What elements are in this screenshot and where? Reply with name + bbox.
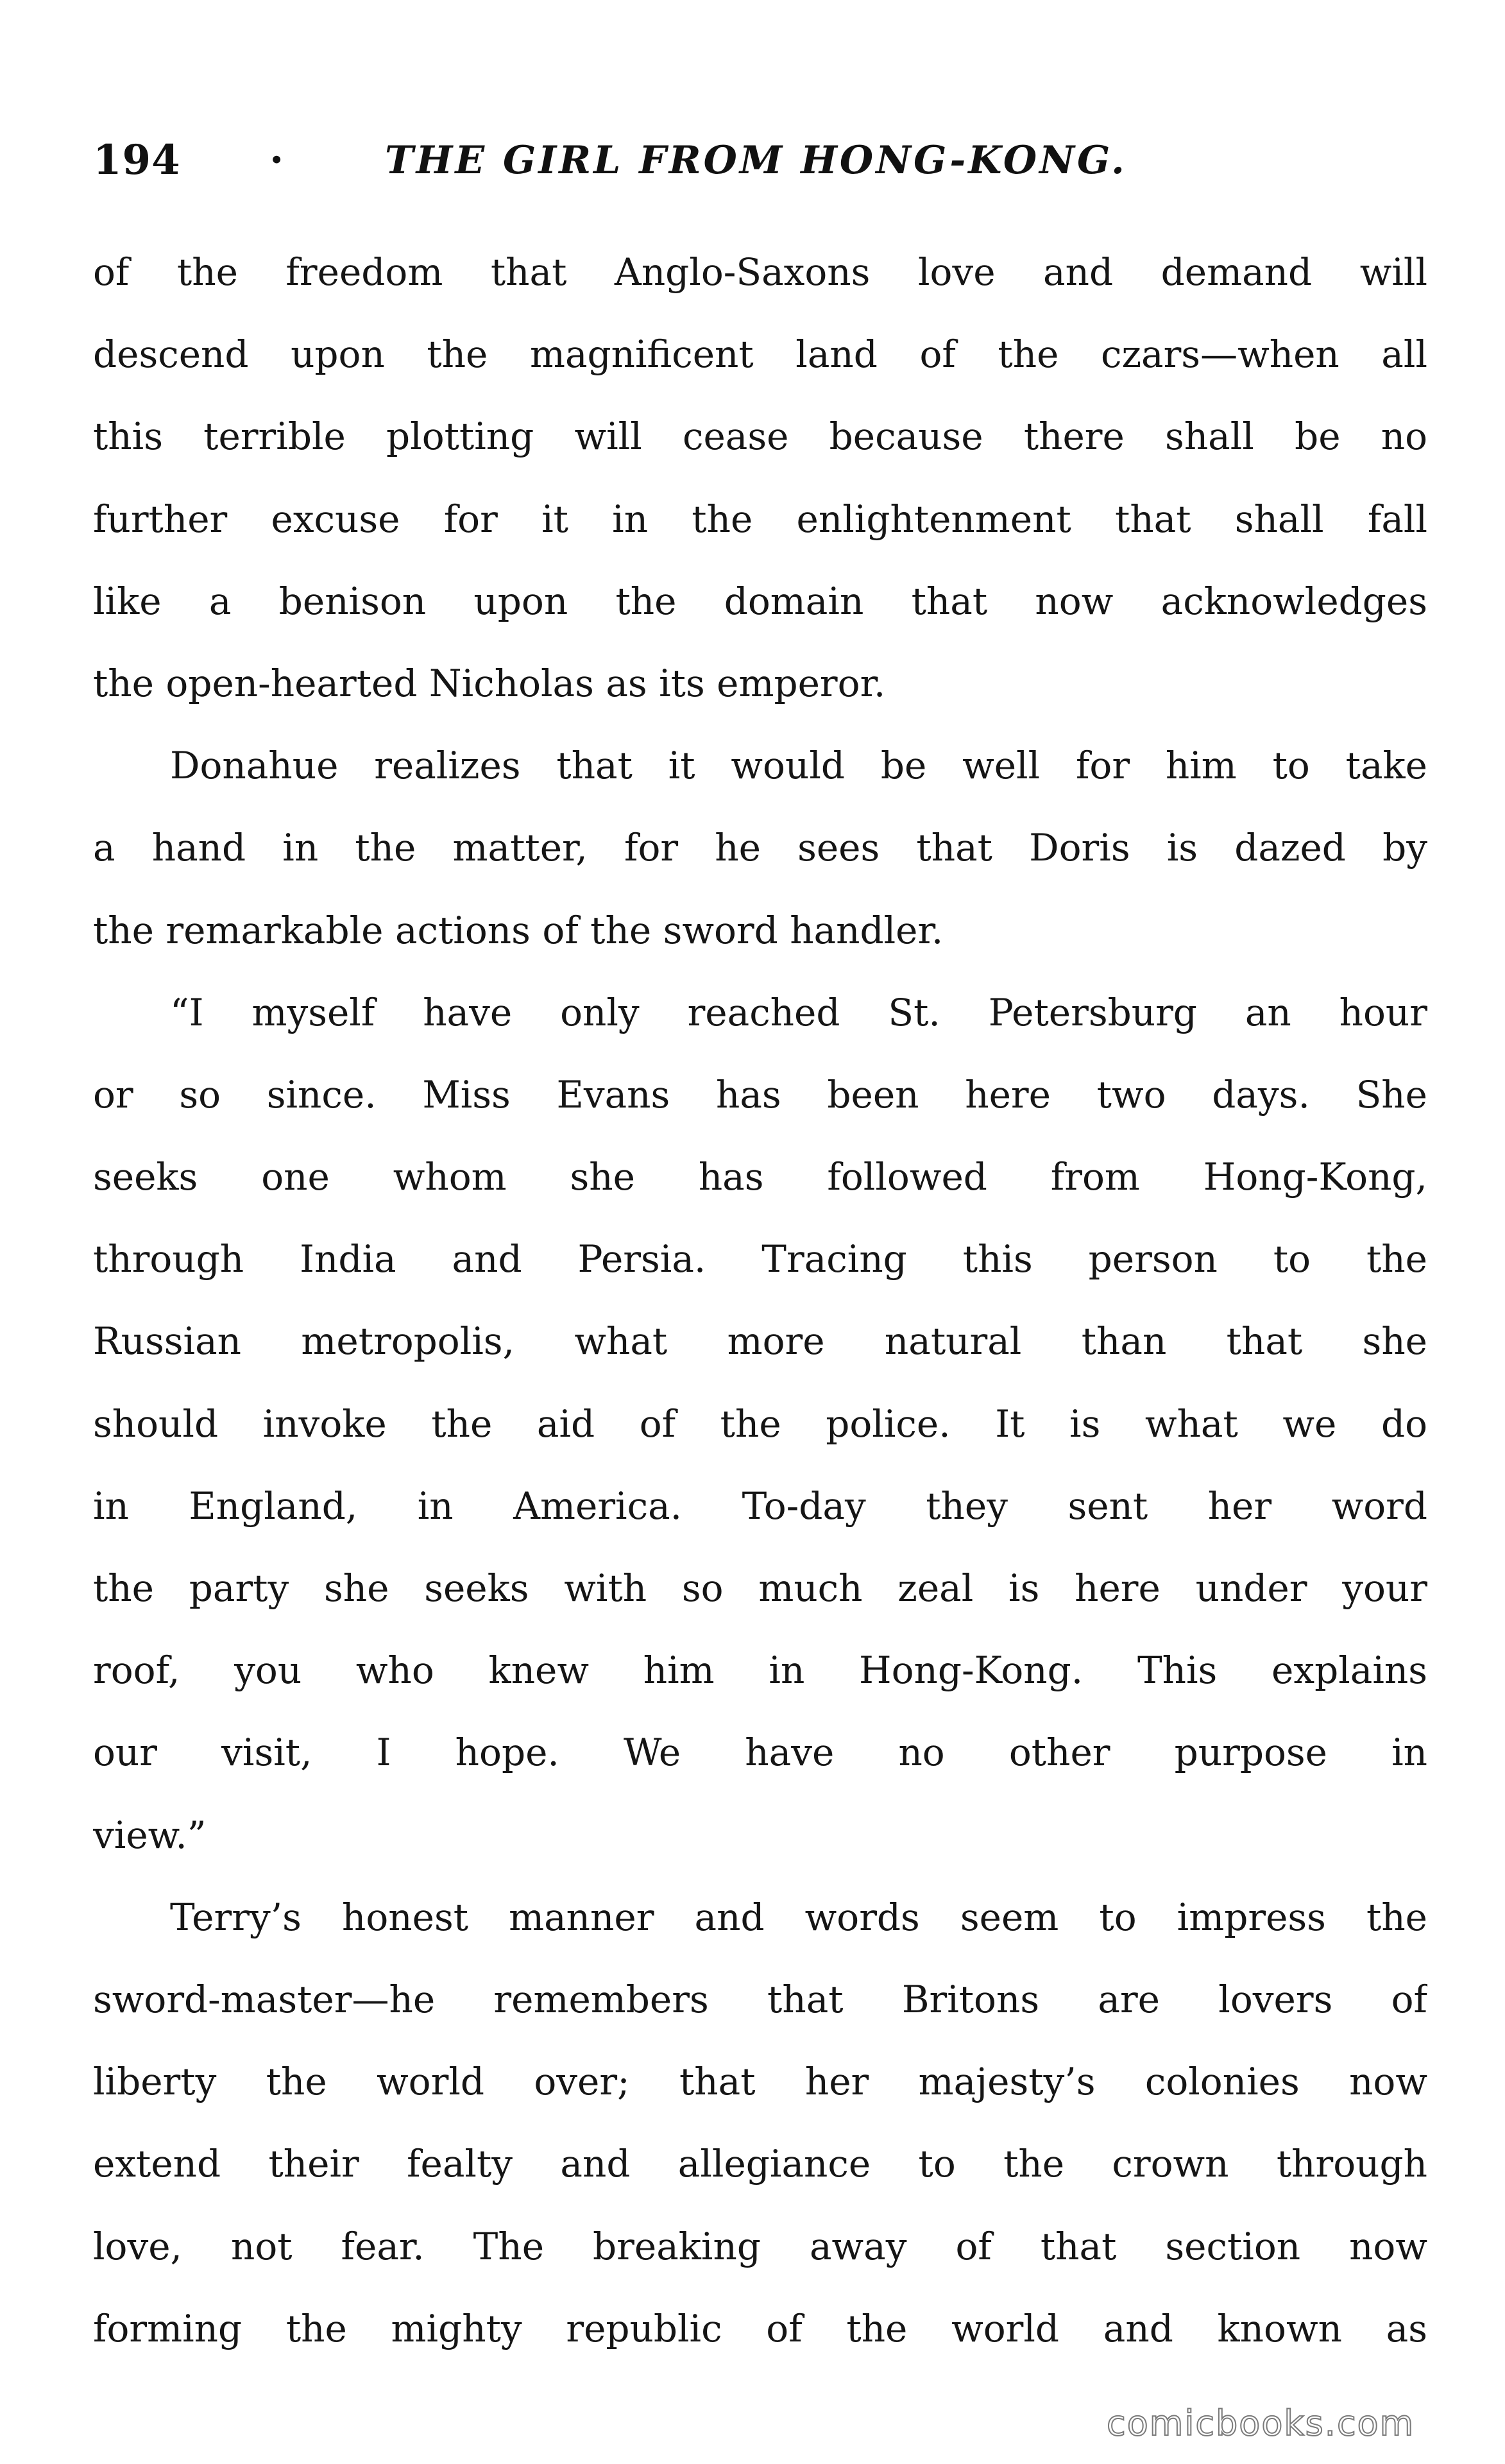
text-line: further excuse for it in the enlightenment that shall fall (93, 497, 1427, 541)
page-number: 194 (93, 136, 181, 184)
text-line: forming the mighty republic of the world and known as (93, 2306, 1427, 2350)
text-line: should invoke the aid of the police. It is what we do (93, 1401, 1427, 1446)
text-line: extend their fealty and allegiance to the crown through (93, 2142, 1427, 2186)
text-line: descend upon the magnificent land of the czars—when all (93, 332, 1427, 377)
text-line: a hand in the matter, for he sees that Doris is dazed by (93, 826, 1427, 870)
text-line: through India and Persia. Tracing this person to the (93, 1237, 1427, 1281)
text-line: like a benison upon the domain that now acknowledges (93, 579, 1427, 623)
body-text (93, 231, 1427, 2370)
watermark: comicbooks.com (1107, 2403, 1415, 2443)
text-line: seeks one whom she has followed from Hong-Kong, (93, 1155, 1427, 1199)
text-line: the remarkable actions of the sword handler. (93, 908, 944, 952)
running-head-separator: · (269, 136, 284, 184)
text-line: in England, in America. To-day they sent her word (93, 1484, 1427, 1528)
running-head (93, 132, 1152, 189)
text-line: the party she seeks with so much zeal is here under your (93, 1566, 1427, 1610)
text-line: love, not fear. The breaking away of that section now (93, 2224, 1427, 2268)
text-line: the open-hearted Nicholas as its emperor. (93, 661, 886, 705)
text-line: roof, you who knew him in Hong-Kong. This explains (93, 1648, 1427, 1693)
text-line: “I myself have only reached St. Petersburg an hour (170, 990, 1427, 1034)
text-line: of the freedom that Anglo-Saxons love and demand will (93, 250, 1427, 294)
text-line: Donahue realizes that it would be well for him to take (170, 744, 1427, 788)
text-line: liberty the world over; that her majesty’s colonies now (93, 2060, 1427, 2104)
text-line: sword-master—he remembers that Britons are lovers of (93, 1977, 1427, 2021)
text-line: Terry’s honest manner and words seem to impress the (170, 1895, 1427, 1939)
text-line: this terrible plotting will cease because there shall be no (93, 415, 1427, 459)
text-line: our visit, I hope. We have no other purpose in (93, 1731, 1427, 1775)
text-line: Russian metropolis, what more natural than that she (93, 1319, 1427, 1364)
text-line: view.” (93, 1813, 207, 1857)
text-line: or so since. Miss Evans has been here two days. She (93, 1072, 1427, 1116)
book-title: THE GIRL FROM HONG-KONG. (385, 138, 1127, 183)
